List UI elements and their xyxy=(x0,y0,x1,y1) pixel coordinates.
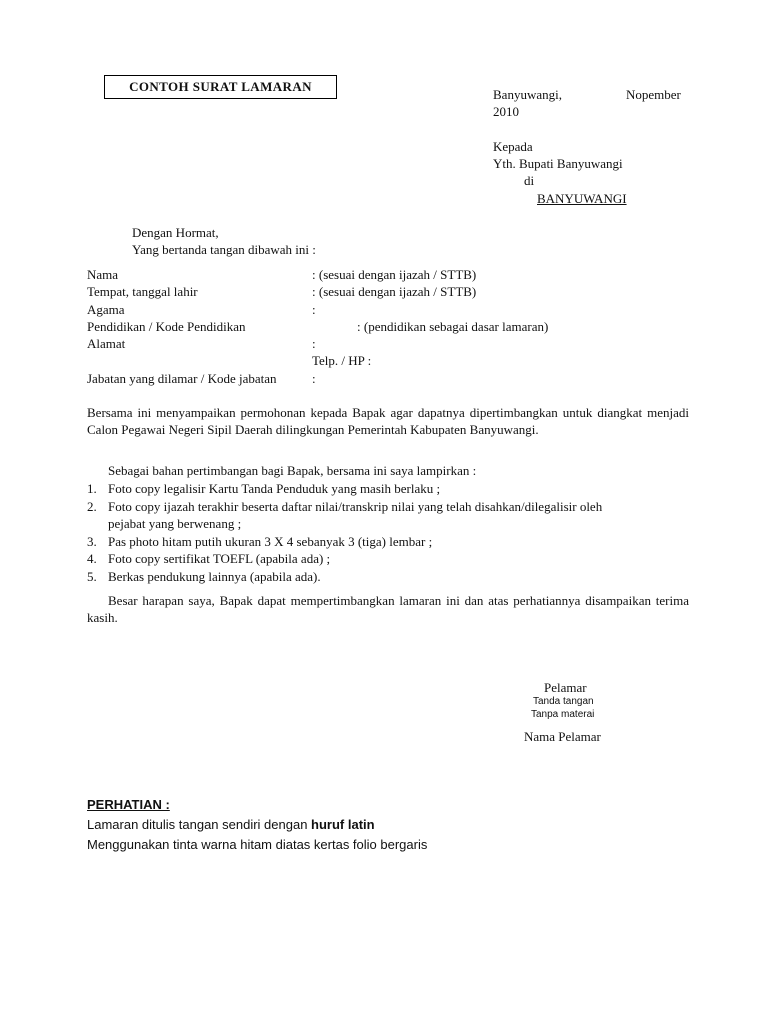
notice-line-1-text: Lamaran ditulis tangan sendiri dengan xyxy=(87,817,312,832)
list-item-number: 5. xyxy=(87,569,97,584)
intro-line: Yang bertanda tangan dibawah ini : xyxy=(132,242,316,257)
field-label-alamat: Alamat xyxy=(87,336,126,351)
field-label-pendidikan: Pendidikan / Kode Pendidikan xyxy=(87,319,246,334)
notice-emphasis: huruf latin xyxy=(311,817,375,832)
signature-role: Pelamar xyxy=(544,680,587,695)
field-label-agama: Agama xyxy=(87,302,125,317)
recipient-di: di xyxy=(524,173,535,188)
notice-line-2: Menggunakan tinta warna hitam diatas kertas folio bergaris xyxy=(87,837,428,852)
list-item-continuation: pejabat yang berwenang ; xyxy=(108,516,242,531)
field-value-pendidikan: : (pendidikan sebagai dasar lamaran) xyxy=(357,319,549,334)
letter-title: CONTOH SURAT LAMARAN xyxy=(104,75,337,99)
list-item: Berkas pendukung lainnya (apabila ada). xyxy=(108,569,321,584)
body-paragraph: Bersama ini menyampaikan permohonan kepada Bapak agar dapatnya dipertimbangkan untuk diangkat menjadi Calon Pegawai Negeri Sipil Daerah dilingkungan Pemerintah Kabupaten Banyuwangi. xyxy=(87,405,689,437)
recipient-place: BANYUWANGI xyxy=(537,191,627,206)
field-value-alamat: : xyxy=(312,336,316,351)
list-item: Pas photo hitam putih ukuran 3 X 4 sebanyak 3 (tiga) lembar ; xyxy=(108,534,433,549)
recipient-name: Yth. Bupati Banyuwangi xyxy=(493,156,623,171)
recipient-kepada: Kepada xyxy=(493,139,533,154)
notice-heading: PERHATIAN : xyxy=(87,797,170,812)
signature-note-1: Tanda tangan xyxy=(533,696,594,707)
notice-line-1 xyxy=(87,816,375,833)
date-month: Nopember xyxy=(626,87,681,102)
field-label-ttl: Tempat, tanggal lahir xyxy=(87,284,198,299)
signature-name: Nama Pelamar xyxy=(524,729,601,744)
greeting: Dengan Hormat, xyxy=(132,225,219,240)
field-value-agama: : xyxy=(312,302,316,317)
list-intro: Sebagai bahan pertimbangan bagi Bapak, bersama ini saya lampirkan : xyxy=(108,463,477,478)
list-item: Foto copy ijazah terakhir beserta daftar nilai/transkrip nilai yang telah disahkan/dilegalisir oleh xyxy=(108,499,603,514)
field-label-nama: Nama xyxy=(87,267,119,282)
date-city: Banyuwangi, xyxy=(493,87,562,102)
field-label-jabatan: Jabatan yang dilamar / Kode jabatan xyxy=(87,371,277,386)
list-item-number: 4. xyxy=(87,551,97,566)
list-item: Foto copy sertifikat TOEFL (apabila ada) ; xyxy=(108,551,331,566)
field-value-nama: : (sesuai dengan ijazah / STTB) xyxy=(312,267,477,282)
date-year: 2010 xyxy=(493,104,519,119)
list-item: Foto copy legalisir Kartu Tanda Penduduk yang masih berlaku ; xyxy=(108,481,441,496)
list-item-number: 2. xyxy=(87,499,97,514)
field-value-ttl: : (sesuai dengan ijazah / STTB) xyxy=(312,284,477,299)
field-value-jabatan: : xyxy=(312,371,316,386)
list-item-number: 1. xyxy=(87,481,97,496)
signature-note-2: Tanpa materai xyxy=(531,709,595,720)
list-item-number: 3. xyxy=(87,534,97,549)
closing-paragraph: Besar harapan saya, Bapak dapat mempertimbangkan lamaran ini dan atas perhatiannya disampaikan terima kasih. xyxy=(87,593,689,625)
field-value-telp: Telp. / HP : xyxy=(312,353,372,368)
